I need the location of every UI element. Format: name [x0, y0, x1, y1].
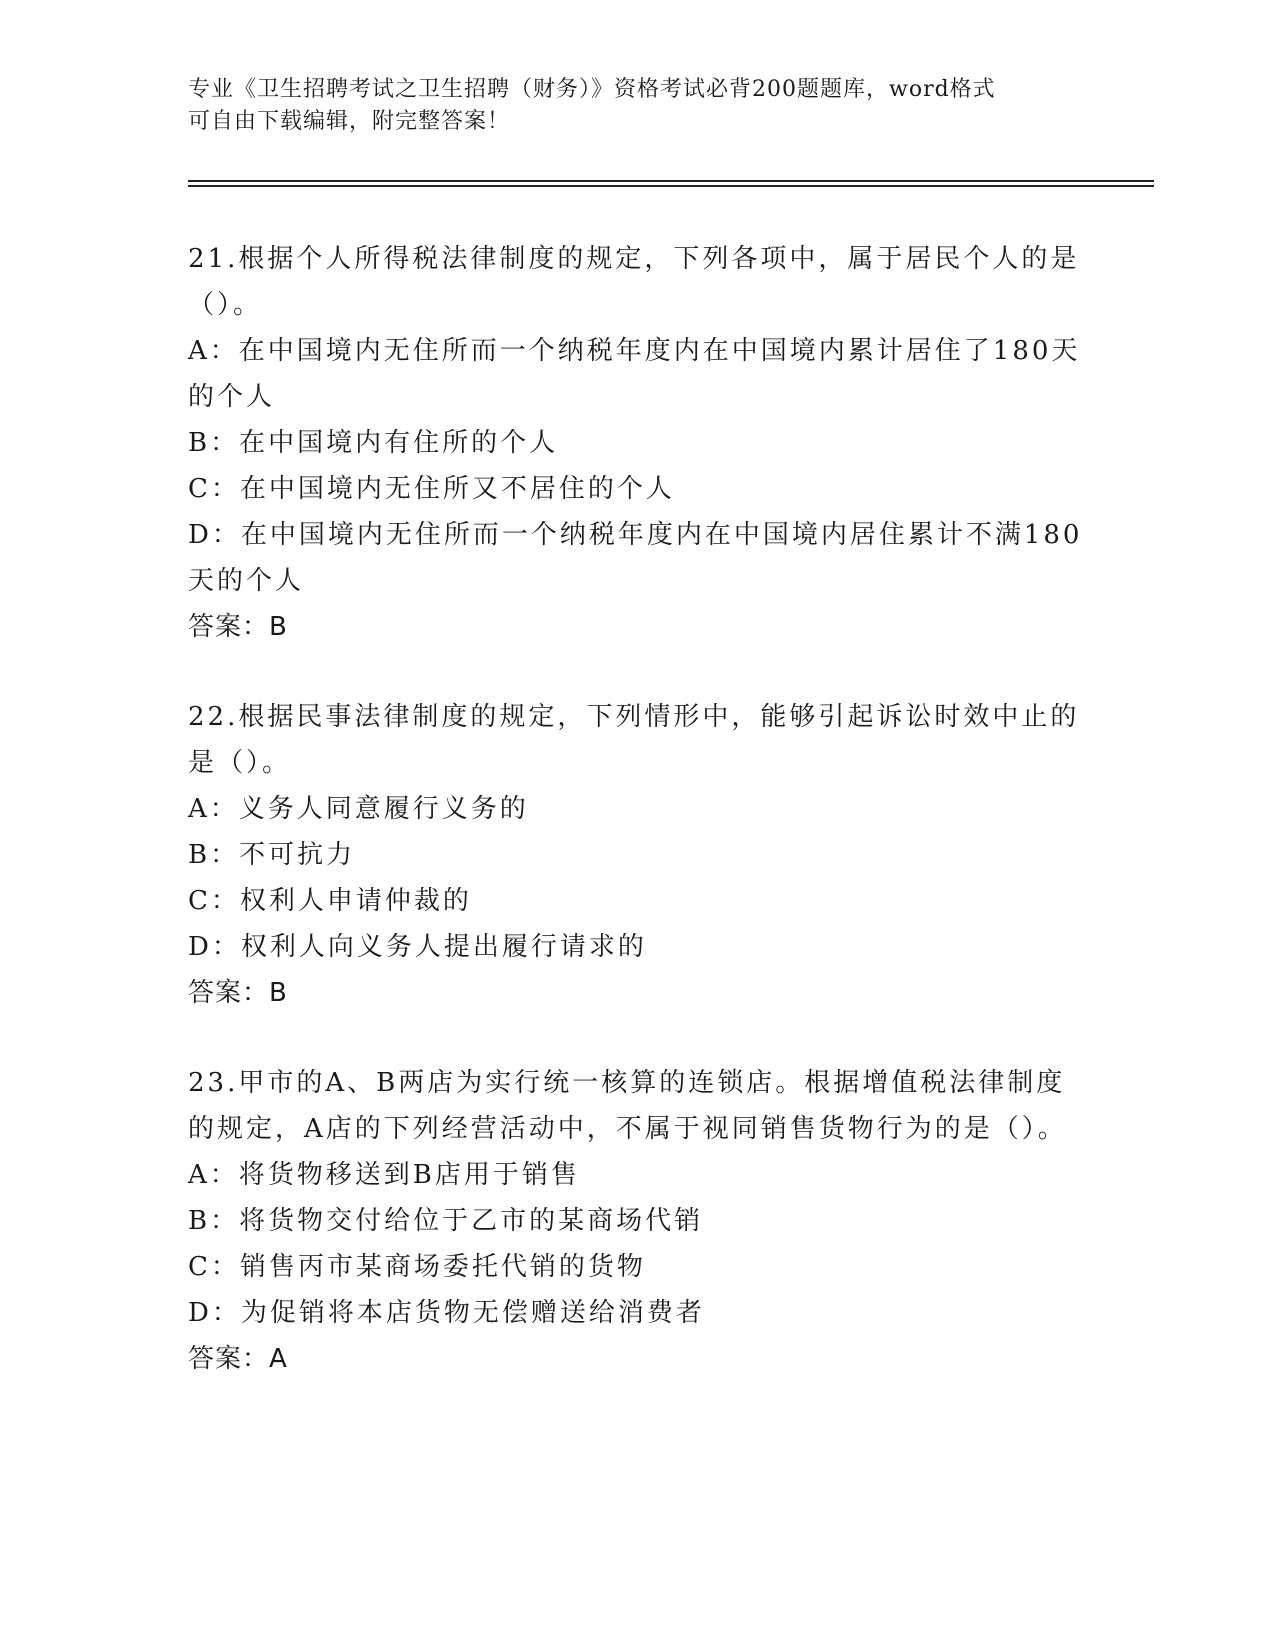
option-a: A：义务人同意履行义务的 [188, 794, 529, 824]
option-d-line: D：在中国境内无住所而一个纳税年度内在中国境内居住累计不满180 [188, 520, 1083, 550]
option-c: C：权利人申请仲裁的 [188, 886, 472, 916]
answer-label: 答案：B [188, 978, 288, 1008]
option-a-line: 的个人 [188, 382, 276, 412]
option-d: D：权利人向义务人提出履行请求的 [188, 932, 647, 962]
header-divider-bottom [188, 185, 1154, 187]
option-c: C：销售丙市某商场委托代销的货物 [188, 1252, 646, 1282]
question-22 [188, 694, 1088, 1016]
option-d: D：为促销将本店货物无偿赠送给消费者 [188, 1298, 705, 1328]
option-a: A：将货物移送到B店用于销售 [188, 1160, 580, 1190]
option-a-line: A：在中国境内无住所而一个纳税年度内在中国境内累计居住了180天 [188, 336, 1081, 366]
question-stem-line: （）。 [188, 290, 263, 320]
header-line-1: 专业《卫生招聘考试之卫生招聘（财务）》资格考试必背200题题库，word格式 [188, 77, 996, 102]
question-stem-line: 21.根据个人所得税法律制度的规定，下列各项中，属于居民个人的是 [188, 244, 1080, 274]
question-stem-line: 是（）。 [188, 748, 292, 778]
option-d-line: 天的个人 [188, 566, 305, 596]
option-b: B：在中国境内有住所的个人 [188, 428, 559, 458]
question-list [188, 236, 1088, 1426]
question-stem-line: 23.甲市的A、B两店为实行统一核算的连锁店。根据增值税法律制度 [188, 1068, 1066, 1098]
header-line-2: 可自由下载编辑，附完整答案！ [188, 109, 511, 134]
question-23 [188, 1060, 1088, 1382]
header-divider-top [188, 180, 1154, 182]
question-stem-line: 22.根据民事法律制度的规定，下列情形中，能够引起诉讼时效中止的 [188, 702, 1080, 732]
document-header [188, 74, 1088, 138]
option-b: B：不可抗力 [188, 840, 356, 870]
option-c: C：在中国境内无住所又不居住的个人 [188, 474, 675, 504]
question-21 [188, 236, 1088, 650]
option-b: B：将货物交付给位于乙市的某商场代销 [188, 1206, 704, 1236]
question-stem-line: 的规定，A店的下列经营活动中，不属于视同销售货物行为的是（）。 [188, 1114, 1067, 1144]
answer-label: 答案：B [188, 612, 288, 642]
answer-label: 答案：A [188, 1344, 288, 1374]
